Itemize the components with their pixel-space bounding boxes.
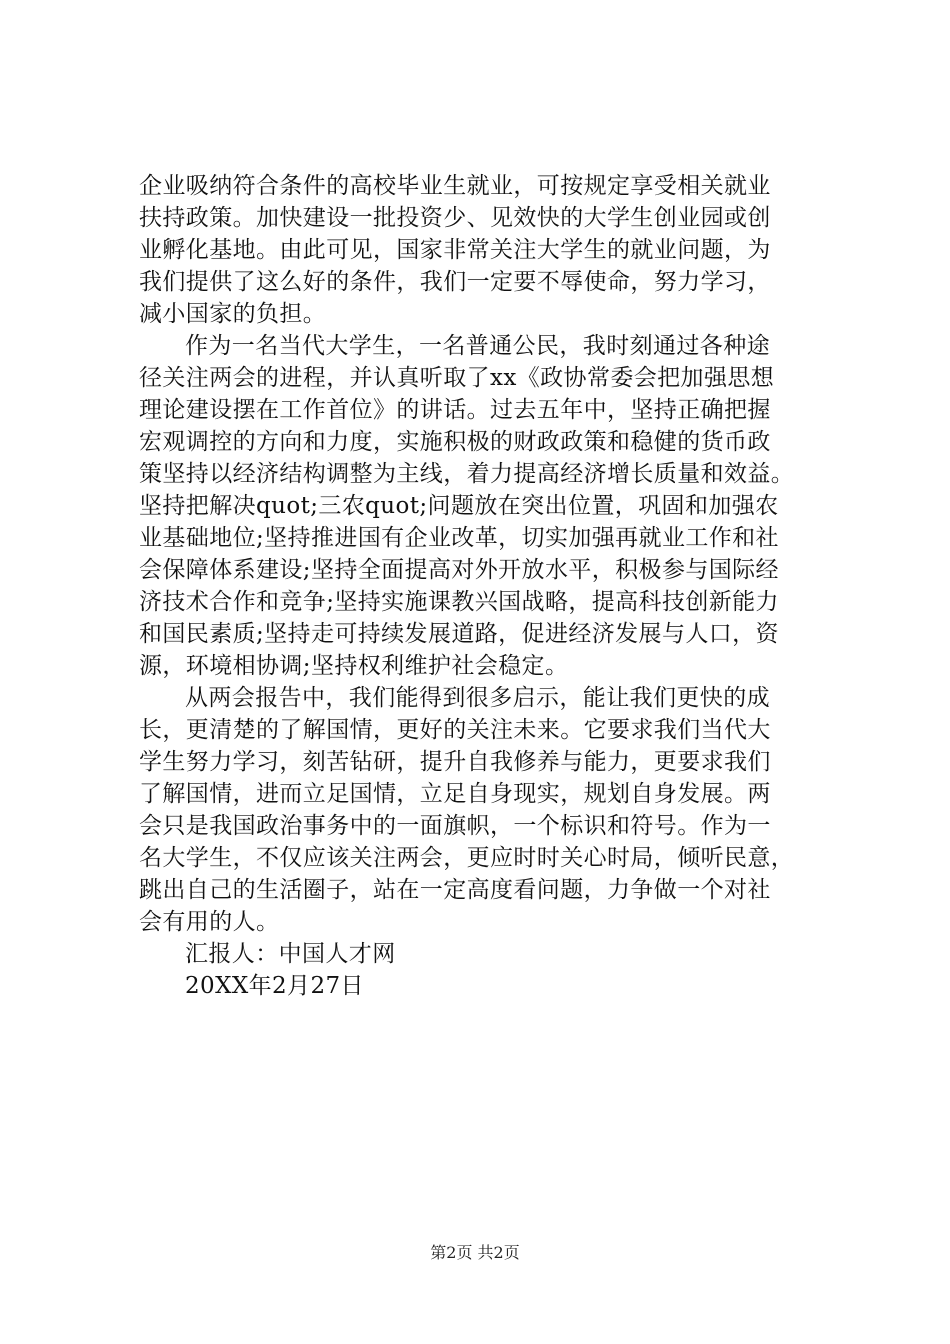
text-line: 20XX年2月27日: [185, 973, 364, 999]
text-line: 会保障体系建设;坚持全面提高对外开放水平，积极参与国际经: [139, 557, 779, 583]
page-number-label: 第2页 共2页: [430, 1243, 520, 1262]
text-line: 济技术合作和竞争;坚持实施课教兴国战略，提高科技创新能力: [139, 589, 779, 615]
text-line: 理论建设摆在工作首位》的讲话。过去五年中，坚持正确把握: [139, 397, 771, 423]
text-line: 了解国情，进而立足国情，立足自身现实，规划自身发展。两: [139, 781, 771, 807]
paragraph: [139, 170, 839, 330]
text-line: 坚持把解决quot;三农quot;问题放在突出位置，巩固和加强农: [139, 493, 779, 519]
text-line: 径关注两会的进程，并认真听取了xx《政协常委会把加强思想: [139, 365, 775, 391]
page-footer: [0, 1243, 950, 1263]
text-line: 扶持政策。加快建设一批投资少、见效快的大学生创业园或创: [139, 205, 771, 231]
document-body: [139, 170, 839, 1002]
text-line: 名大学生，不仅应该关注两会，更应时时关心时局，倾听民意，: [139, 845, 795, 871]
paragraph: [139, 330, 839, 682]
text-line: 源，环境相协调;坚持权利维护社会稳定。: [139, 653, 569, 679]
text-line: 业基础地位;坚持推进国有企业改革，切实加强再就业工作和社: [139, 525, 779, 551]
text-line: 从两会报告中，我们能得到很多启示，能让我们更快的成: [185, 685, 770, 711]
text-line: 学生努力学习，刻苦钻研，提升自我修养与能力，更要求我们: [139, 749, 771, 775]
text-line: 长，更清楚的了解国情，更好的关注未来。它要求我们当代大: [139, 717, 771, 743]
text-line: 作为一名当代大学生，一名普通公民，我时刻通过各种途: [185, 333, 770, 359]
text-line: 减小国家的负担。: [139, 301, 327, 327]
text-line: 和国民素质;坚持走可持续发展道路，促进经济发展与人口，资: [139, 621, 779, 647]
text-line: 宏观调控的方向和力度，实施积极的财政政策和稳健的货币政: [139, 429, 771, 455]
text-line: 我们提供了这么好的条件，我们一定要不辱使命，努力学习，: [139, 269, 771, 295]
paragraph: [139, 970, 839, 1002]
text-line: 企业吸纳符合条件的高校毕业生就业，可按规定享受相关就业: [139, 173, 771, 199]
text-line: 业孵化基地。由此可见，国家非常关注大学生的就业问题，为: [139, 237, 771, 263]
paragraph: [139, 682, 839, 938]
text-line: 策坚持以经济结构调整为主线，着力提高经济增长质量和效益。: [139, 461, 795, 487]
text-line: 会有用的人。: [139, 909, 280, 935]
text-line: 会只是我国政治事务中的一面旗帜，一个标识和符号。作为一: [139, 813, 771, 839]
text-line: 跳出自己的生活圈子，站在一定高度看问题，力争做一个对社: [139, 877, 771, 903]
paragraph: [139, 938, 839, 970]
text-line: 汇报人：中国人才网: [185, 941, 396, 967]
